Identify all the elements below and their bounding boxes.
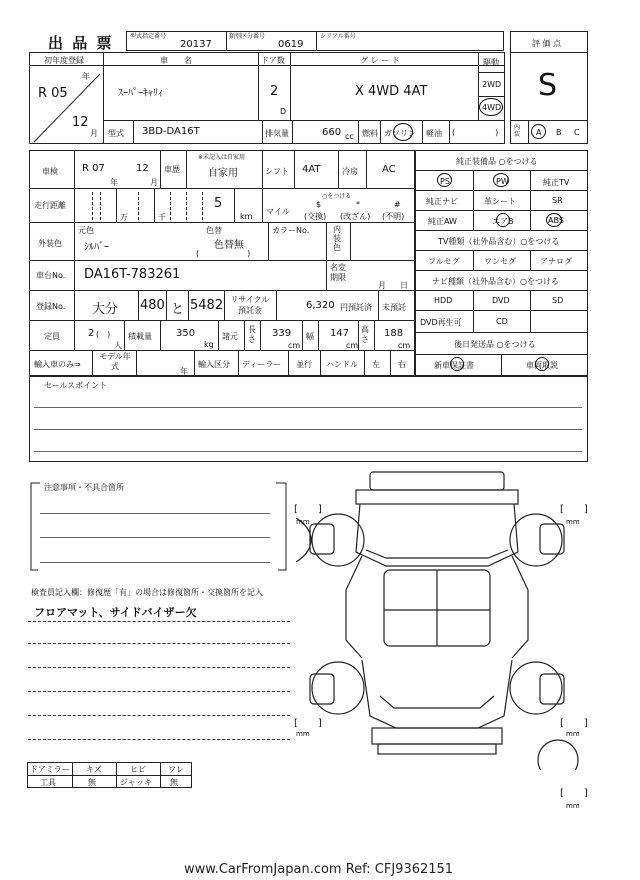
kg-unit: kg: [204, 340, 214, 349]
usage-value: 自家用: [208, 168, 238, 179]
mm-bracket-rl: [ ]: [294, 718, 322, 729]
model-year-unit: 年: [180, 367, 188, 376]
fuel-circle: [393, 123, 413, 141]
interior-c: C: [574, 128, 580, 137]
length-unit: cm: [288, 341, 301, 350]
tv-analog: アナログ: [540, 257, 572, 266]
mm-bracket-fr: [ ]: [560, 504, 588, 515]
plate-number: 5482: [190, 298, 224, 313]
mm-bracket-fl: [ ]: [294, 504, 322, 515]
interior-a: A: [536, 128, 542, 137]
equip-airbag-circle: [496, 213, 510, 227]
car-diagram: [296, 470, 596, 770]
first-reg-year-unit: 年: [82, 72, 90, 81]
mm-label-rl: mm: [296, 730, 310, 738]
tamper-label: (改ざん): [340, 212, 371, 221]
inspector-note: フロアマット、サイドバイザー欠: [34, 606, 197, 619]
mileage-label: 走行距離: [34, 201, 66, 210]
import-class-label: 輸入区分: [198, 360, 230, 369]
orig-color-label: 元色: [78, 226, 94, 235]
capacity-value: 2: [88, 328, 95, 339]
equip-pw-circle: [493, 173, 509, 187]
footer-watermark: www.CarFromJapan.com Ref: CFJ9362151: [184, 862, 454, 877]
person-unit: 人: [114, 341, 122, 350]
mile-label: マイル: [266, 207, 290, 216]
tv-fullseg: フルセグ: [428, 257, 460, 266]
paint-label: 色替: [206, 226, 222, 235]
navi-cd: CD: [496, 317, 508, 326]
legend-tools-value: 無: [88, 778, 96, 787]
model-label: 型式: [108, 129, 124, 138]
navi-label: ナビ種類（社外品含む）○をつける: [432, 277, 559, 286]
dealer-label: ディーラー: [242, 360, 282, 369]
length-label: 長さ: [248, 325, 256, 344]
navi-dvd-play: DVD再生可: [420, 318, 462, 327]
name-change-label: 名変期限: [330, 263, 346, 282]
recycle-none: 未預託: [382, 303, 406, 312]
capacity-label: 定員: [44, 332, 60, 341]
dim-label: 諸元: [222, 332, 238, 341]
mileage-mark-note: ○をつける: [322, 193, 352, 200]
name-change-month: 月: [378, 281, 386, 290]
drive-2wd: 2WD: [482, 80, 502, 89]
serial-label: シリアル番号: [320, 33, 356, 40]
drive-4wd-circle: [479, 98, 503, 116]
model-value: 3BD-DA16T: [142, 126, 200, 137]
color-label: 外装色: [38, 239, 62, 248]
drive-label: 駆動: [483, 58, 499, 67]
import-label: 輸入車のみ⇒: [34, 360, 81, 369]
shift-value: 4AT: [302, 164, 321, 175]
ac-label: 冷房: [342, 167, 358, 176]
unknown-label: (不明): [382, 212, 405, 221]
exchange-label: (交換): [304, 212, 327, 221]
plate-class: 480: [140, 298, 165, 313]
inspection-era: R 07: [82, 163, 105, 174]
equip-abs-circle: [546, 213, 562, 227]
model-year-label: モデル年式: [99, 352, 131, 371]
equip-pw: PW: [496, 177, 509, 186]
km-unit: km: [240, 212, 253, 221]
recycle-label: リサイクル預託金: [230, 295, 270, 315]
equip-navi: 純正ナビ: [426, 197, 458, 206]
equip-ps-circle: [437, 173, 452, 187]
navi-sd: SD: [552, 296, 564, 305]
mm-label-fr: mm: [566, 518, 580, 526]
width-label: 幅: [306, 332, 314, 341]
recycle-amount: 6,320: [306, 300, 335, 311]
legend-jack-value: 無: [170, 778, 178, 787]
color-no-label: カラーNo.: [272, 226, 310, 235]
equip-airbag: エアB: [492, 217, 514, 226]
width-unit: cm: [346, 341, 359, 350]
inspection-month: 12: [136, 163, 149, 174]
plate-region: 大分: [92, 302, 119, 317]
light-oil-label: 軽油: [426, 129, 442, 138]
equip-leather: 革シート: [484, 197, 516, 206]
later-label: 後日発送品 ○をつける: [454, 340, 536, 349]
mm-label-rr: mm: [566, 730, 580, 738]
length-value: 339: [272, 328, 292, 339]
unknown-mark: #: [394, 200, 401, 209]
equip-abs: ABS: [548, 216, 564, 225]
mileage-sen-unit: 千: [158, 213, 166, 222]
car-name: ｽｰﾊﾟｰｷｬﾘｨ: [118, 88, 163, 99]
interior-color-label: 内装色: [333, 225, 341, 252]
notes-label: 注意事項・不具合箇所: [44, 483, 124, 492]
equip-aw: 純正AW: [428, 217, 457, 226]
height-value: 188: [384, 328, 404, 339]
inspector-label: 検査員記入欄：修復歴「有」の場合は修復箇所・交換箇所を記入: [31, 588, 263, 597]
first-reg-month-unit: 月: [90, 129, 98, 138]
legend-scratch: キズ: [86, 765, 102, 774]
mm-label-spare: mm: [566, 802, 580, 810]
displacement-label: 排気量: [265, 129, 289, 138]
car-name-label: 車 名: [160, 56, 192, 65]
exchange-mark: $: [316, 200, 322, 209]
width-value: 147: [330, 328, 350, 339]
chassis-value: DA16T-783261: [84, 267, 181, 282]
paint-value: 色替無: [214, 240, 244, 251]
model-type-no: 20137: [180, 39, 212, 50]
height-label: 高さ: [361, 325, 369, 344]
equip-tv: 純正TV: [543, 178, 570, 187]
doors-value: 2: [270, 84, 279, 99]
name-change-day: 日: [400, 281, 408, 290]
doors-suffix: D: [280, 107, 287, 116]
sales-point-box: [29, 376, 588, 462]
first-reg-label: 初年度登録: [44, 56, 84, 65]
class-label: 類別区分番号: [229, 33, 266, 40]
displacement-value: 660: [322, 127, 342, 138]
navi-dvd: DVD: [492, 296, 510, 305]
grade-field-label: グ レ ー ド: [360, 56, 400, 65]
orig-color-value: ｼﾙﾊﾞｰ: [84, 242, 109, 253]
equip-ps: PS: [440, 177, 450, 186]
light-oil-paren: ( ): [452, 128, 499, 137]
later-manual-circle: [535, 357, 549, 371]
usage-note: ※未記入は自家用: [198, 154, 246, 161]
interior-label: 内装: [514, 124, 521, 138]
mileage-digit: 5: [214, 196, 223, 211]
later-manual: 車両取説: [526, 361, 558, 370]
legend-mirror: ドアミラー: [30, 765, 70, 774]
doors-label: ドア数: [261, 56, 285, 65]
sales-point-label: セールスポイント: [44, 381, 108, 390]
ac-value: AC: [382, 164, 396, 175]
model-type-label: 型式指定番号: [130, 33, 167, 40]
class-no: 0619: [278, 39, 304, 50]
inspection-year-unit: 年: [110, 178, 118, 187]
navi-hdd: HDD: [434, 296, 453, 305]
first-reg-era: R 05: [38, 86, 68, 101]
left-label: 左: [372, 360, 380, 369]
mm-label-fl: mm: [296, 518, 310, 526]
grade-label: 評 価 点: [532, 39, 562, 48]
mm-bracket-spare: [ ]: [560, 788, 588, 799]
plate-label: 登録No.: [36, 302, 66, 311]
legend-break: ワレ: [168, 765, 184, 774]
fuel-value: ガソリン: [384, 129, 416, 138]
legend-tools: 工具: [40, 778, 56, 787]
tamper-mark: *: [356, 200, 360, 209]
interior-b: B: [556, 128, 562, 137]
usage-label: 車歴: [164, 165, 180, 174]
capacity-paren: ( ): [96, 330, 111, 339]
page-title: 出 品 票: [48, 34, 114, 52]
parallel-label: 並行: [296, 360, 312, 369]
paint-paren: ( ): [196, 249, 251, 258]
recycle-note: 円預託済: [340, 303, 372, 312]
height-unit: cm: [398, 341, 411, 350]
chassis-label: 車台No.: [36, 271, 66, 280]
tv-label: TV種類（社外品含む）○をつける: [438, 237, 560, 246]
first-reg-diagonal: [30, 66, 103, 144]
right-label: 右: [398, 360, 406, 369]
inspection-month-unit: 月: [150, 178, 158, 187]
score-value: S: [538, 68, 558, 103]
grade-value: X 4WD 4AT: [355, 84, 428, 99]
load-label: 積載量: [128, 332, 152, 341]
later-warranty-circle: [450, 357, 464, 371]
interior-a-circle: [531, 124, 546, 139]
later-warranty: 新車保証書: [434, 361, 474, 370]
notes-bracket: [28, 478, 290, 574]
equip-sr: SR: [552, 196, 563, 205]
handle-label: ハンドル: [326, 360, 358, 369]
fuel-label: 燃料: [362, 129, 378, 138]
legend-crack: ヒビ: [130, 765, 146, 774]
load-value: 350: [176, 328, 196, 339]
first-reg-month: 12: [72, 115, 89, 130]
factory-equipment-label: 純正装備品 ○をつける: [456, 157, 538, 166]
plate-kana: と: [171, 302, 185, 317]
inspection-label: 車検: [42, 167, 58, 176]
mm-bracket-rr: [ ]: [560, 718, 588, 729]
drive-4wd: 4WD: [482, 103, 502, 112]
tv-oneseg: ワンセグ: [484, 257, 516, 266]
legend-jack: ジャッキ: [120, 778, 152, 787]
shift-label: シフト: [265, 167, 289, 176]
mileage-man-unit: 万: [120, 213, 128, 222]
cc-unit: cc: [345, 132, 354, 141]
